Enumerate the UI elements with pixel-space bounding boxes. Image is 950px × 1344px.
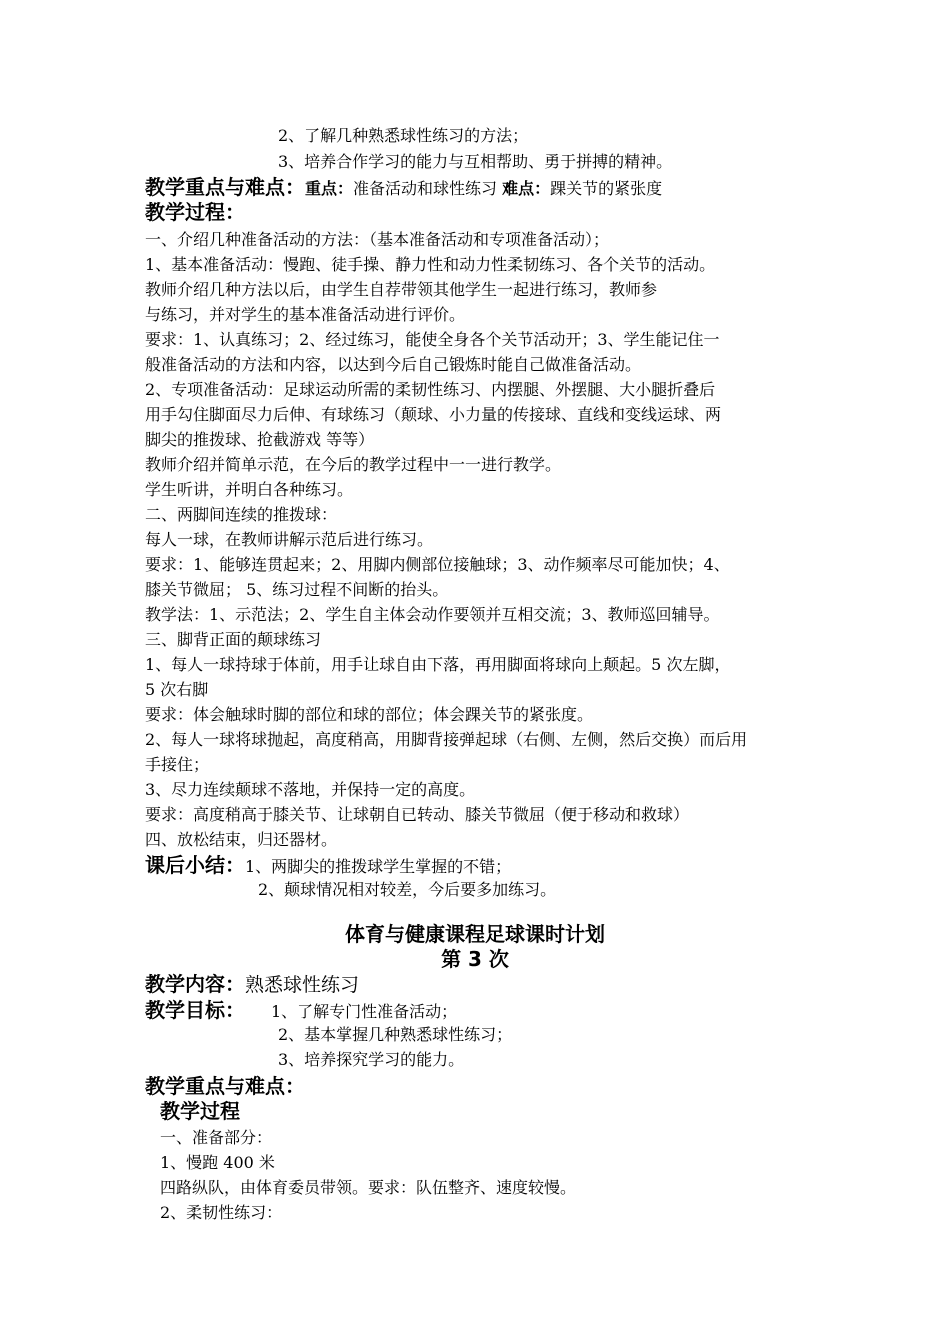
body-line: 5 次右脚	[145, 680, 209, 699]
body-line: 脚尖的推拨球、抢截游戏 等等）	[145, 430, 375, 449]
key-points-heading: 教学重点与难点：	[145, 175, 305, 199]
body-line: 四路纵队，由体育委员带领。要求：队伍整齐、速度较慢。	[160, 1178, 577, 1197]
key-points-heading: 教学重点与难点：	[145, 1074, 305, 1098]
key-point-label: 重点：	[305, 179, 354, 198]
content-row	[145, 972, 359, 998]
body-line: 四、放松结束，归还器材。	[145, 830, 338, 849]
body-line: 要求：1、能够连贯起来；2、用脚内侧部位接触球；3、动作频率尽可能加快；4、	[145, 555, 730, 574]
body-line: 手接住；	[145, 755, 210, 774]
summary-row	[145, 853, 511, 879]
goal-2: 2、基本掌握几种熟悉球性练习；	[278, 1025, 513, 1044]
goal-2: 2、了解几种熟悉球性练习的方法；	[278, 126, 529, 145]
body-line: 教师介绍几种方法以后，由学生自荐带领其他学生一起进行练习，教师参	[145, 280, 658, 299]
goal-3: 3、培养探究学习的能力。	[278, 1050, 465, 1069]
body-line: 一、介绍几种准备活动的方法：（基本准备活动和专项准备活动）；	[145, 230, 610, 249]
difficulty-label: 难点：	[502, 179, 551, 198]
body-line: 要求：体会触球时脚的部位和球的部位；体会踝关节的紧张度。	[145, 705, 594, 724]
content-label: 教学内容：	[145, 972, 245, 996]
body-line: 2、每人一球将球抛起，高度稍高，用脚背接弹起球（右侧、左侧，然后交换）而后用	[145, 730, 748, 749]
session-number: 第 3 次	[441, 947, 509, 971]
content-text: 熟悉球性练习	[245, 974, 360, 996]
body-line: 1、基本准备活动：慢跑、徒手操、静力性和动力性柔韧练习、各个关节的活动。	[145, 255, 716, 274]
body-line: 3、尽力连续颠球不落地，并保持一定的高度。	[145, 780, 476, 799]
body-line: 二、两脚间连续的推拨球：	[145, 505, 338, 524]
body-line: 教学法：1、示范法；2、学生自主体会动作要领并互相交流；3、教师巡回辅导。	[145, 605, 720, 624]
body-line: 要求：1、认真练习；2、经过练习，能使全身各个关节活动开；3、学生能记住一	[145, 330, 720, 349]
body-line: 2、柔韧性练习：	[160, 1203, 283, 1222]
summary-item-2: 2、颠球情况相对较差，今后要多加练习。	[258, 880, 557, 899]
summary-item-1: 1、两脚尖的推拨球学生掌握的不错；	[245, 857, 512, 876]
body-line: 学生听讲，并明白各种练习。	[145, 480, 354, 499]
body-line: 2、专项准备活动：足球运动所需的柔韧性练习、内摆腿、外摆腿、大小腿折叠后	[145, 380, 716, 399]
summary-heading: 课后小结：	[145, 853, 245, 877]
lesson-title: 体育与健康课程足球课时计划	[345, 922, 605, 946]
body-line: 般准备活动的方法和内容，以达到今后自己锻炼时能自己做准备活动。	[145, 355, 642, 374]
process-heading: 教学过程：	[145, 200, 245, 224]
body-line: 用手勾住脚面尽力后伸、有球练习（颠球、小力量的传接球、直线和变线运球、两	[145, 405, 722, 424]
body-line: 膝关节微屈； 5、练习过程不间断的抬头。	[145, 580, 449, 599]
goals-row	[145, 998, 457, 1024]
body-line: 与练习，并对学生的基本准备活动进行评价。	[145, 305, 466, 324]
process-heading: 教学过程	[160, 1099, 240, 1123]
body-line: 三、脚背正面的颠球练习	[145, 630, 322, 649]
body-line: 一、准备部分：	[160, 1128, 273, 1147]
body-line: 要求：高度稍高于膝关节、让球朝自已转动、膝关节微屈（便于移动和救球）	[145, 805, 690, 824]
goals-label: 教学目标：	[145, 998, 245, 1022]
body-line: 1、每人一球持球于体前，用手让球自由下落，再用脚面将球向上颠起。5 次左脚，	[145, 655, 731, 674]
key-point-text: 准备活动和球性练习	[353, 179, 498, 198]
key-points-row	[145, 175, 662, 201]
body-line: 1、慢跑 400 米	[160, 1153, 275, 1172]
body-line: 教师介绍并简单示范，在今后的教学过程中一一进行教学。	[145, 455, 562, 474]
goal-3: 3、培养合作学习的能力与互相帮助、勇于拼搏的精神。	[278, 152, 673, 171]
difficulty-text: 踝关节的紧张度	[550, 179, 663, 198]
body-line: 每人一球，在教师讲解示范后进行练习。	[145, 530, 434, 549]
goal-1: 1、了解专门性准备活动；	[271, 1002, 458, 1021]
